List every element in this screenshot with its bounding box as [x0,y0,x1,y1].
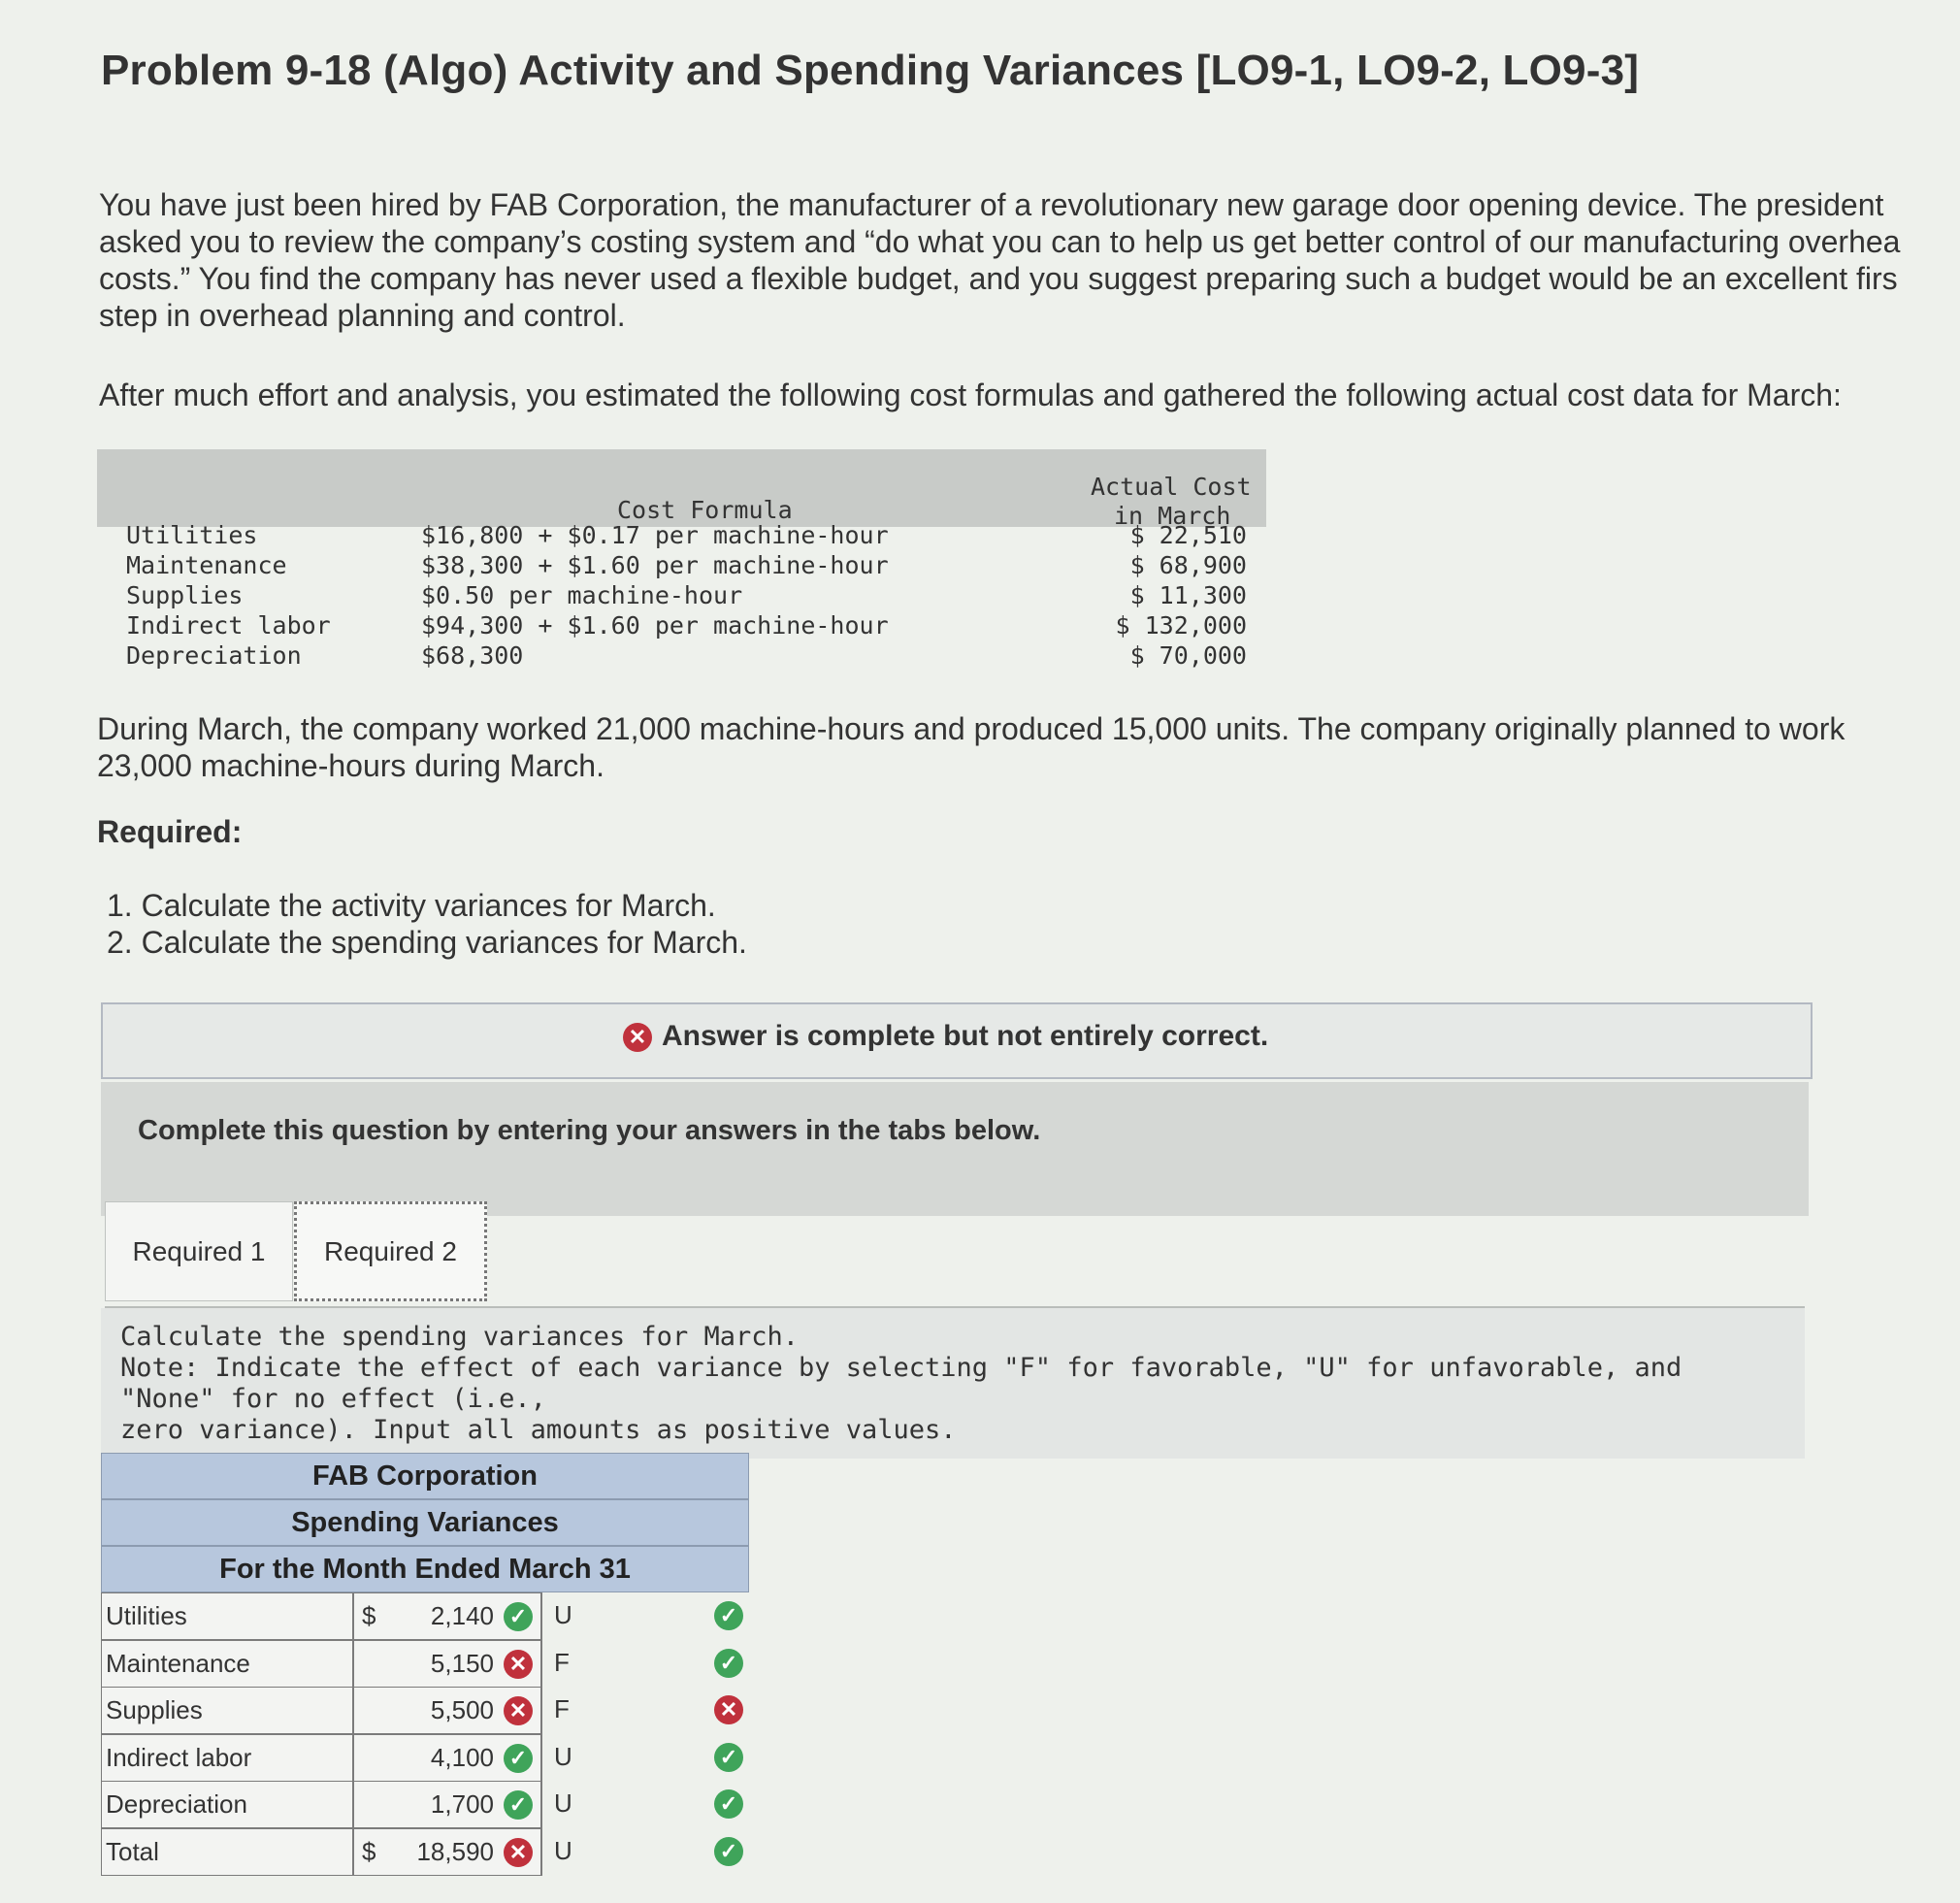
effect-value: F [554,1694,570,1723]
cost-row-supplies [97,581,1266,611]
cost-formula-table [97,449,1266,688]
answer-status-banner [101,1002,1813,1079]
page-title: Problem 9-18 (Algo) Activity and Spending Variances [LO9-1, LO9-2, LO9-3] [101,47,1640,94]
banner-text: Answer is complete but not entirely correct. [662,1020,1269,1052]
error-icon: ✕ [623,1023,652,1052]
variance-amount: 5,150 [430,1648,494,1678]
panel-text [120,1322,1780,1446]
effect-value: U [554,1788,572,1818]
instructions-text: Complete this question by entering your answers in the tabs below. [138,1115,1041,1146]
instructions-bar [101,1082,1809,1216]
check-icon: ✓ [504,1744,533,1773]
check-icon: ✓ [714,1743,743,1772]
cost-formula: $16,800 + $0.17 per machine-hour [421,521,889,549]
cost-formula: $68,300 [421,641,524,670]
variance-amount: 5,500 [430,1695,494,1724]
check-icon: ✓ [504,1602,533,1631]
march-line: During March, the company worked 21,000 machine-hours and produced 15,000 units. The company originally planned to work [97,711,1846,746]
table-period: For the Month Ended March 31 [101,1546,749,1592]
dollar-sign: $ [362,1836,376,1866]
intro-paragraph [99,186,1952,334]
variance-amount-input[interactable] [353,1687,541,1734]
effect-select[interactable] [541,1828,749,1876]
variance-label: Indirect labor [101,1734,353,1782]
table-row [101,1781,749,1828]
table-company: FAB Corporation [101,1453,749,1499]
effect-select[interactable] [541,1781,749,1828]
banner-message [623,1020,1268,1053]
variance-amount-input[interactable] [353,1828,541,1876]
required-item: 1. Calculate the activity variances for March. [107,888,716,923]
table-row [101,1687,749,1734]
cost-row-depreciation [97,641,1266,672]
table-row [101,1640,749,1688]
effect-select[interactable] [541,1640,749,1688]
required-list [107,887,747,961]
required-heading: Required: [97,814,243,849]
intro-line: You have just been hired by FAB Corporation, the manufacturer of a revolutionary new garage door opening device. The president [99,187,1884,222]
table-row [101,1734,749,1782]
cost-label: Utilities [126,521,258,549]
check-icon: ✓ [714,1789,743,1819]
check-icon: ✓ [714,1837,743,1866]
panel-line: zero variance). Input all amounts as positive values. [120,1415,957,1445]
variance-label: Depreciation [101,1781,353,1828]
variance-amount-input[interactable] [353,1640,541,1688]
cross-icon: ✕ [504,1650,533,1679]
actual-cost: $ 70,000 [1129,641,1247,670]
march-line: 23,000 machine-hours during March. [97,748,604,783]
header-actual-cost: Actual Cost [1091,473,1252,501]
march-paragraph [97,710,1950,784]
cost-label: Depreciation [126,641,302,670]
tab-required-2[interactable]: Required 2 [294,1201,487,1301]
actual-cost: $ 22,510 [1129,521,1247,549]
effect-value: F [554,1647,570,1677]
variance-label: Utilities [101,1592,353,1640]
intro-line: step in overhead planning and control. [99,298,626,333]
dollar-sign: $ [362,1601,376,1630]
variance-amount: 18,590 [416,1836,494,1866]
effect-value: U [554,1835,572,1865]
intro-line: costs.” You find the company has never used a flexible budget, and you suggest preparing such a budget would be an excellent firs [99,261,1898,296]
table-row [101,1828,749,1876]
variance-amount-input[interactable] [353,1734,541,1782]
variance-label: Total [101,1828,353,1876]
cost-formula: $94,300 + $1.60 per machine-hour [421,611,889,640]
cross-icon: ✕ [714,1695,743,1724]
cost-formula: $0.50 per machine-hour [421,581,743,609]
cross-icon: ✕ [504,1696,533,1725]
header-cost-formula: Cost Formula [617,496,793,524]
cross-icon: ✕ [504,1838,533,1867]
cost-row-maintenance [97,551,1266,581]
effect-select[interactable] [541,1734,749,1782]
cost-label: Supplies [126,581,244,609]
effect-value: U [554,1741,572,1771]
check-icon: ✓ [714,1601,743,1630]
header-in-march: in March [1114,502,1231,530]
effect-value: U [554,1600,572,1629]
actual-cost: $ 132,000 [1115,611,1247,640]
actual-cost: $ 11,300 [1129,581,1247,609]
variance-amount: 1,700 [430,1789,494,1819]
question-panel [101,1308,1805,1459]
cost-label: Maintenance [126,551,287,579]
cost-formula: $38,300 + $1.60 per machine-hour [421,551,889,579]
check-icon: ✓ [714,1649,743,1678]
panel-line: Calculate the spending variances for March. [120,1322,799,1352]
cost-label: Indirect labor [126,611,331,640]
variance-amount: 2,140 [430,1601,494,1630]
check-icon: ✓ [504,1790,533,1820]
tab-required-1[interactable]: Required 1 [105,1201,293,1301]
actual-cost: $ 68,900 [1129,551,1247,579]
analysis-text: After much effort and analysis, you estimated the following cost formulas and gathered the following actual cost data for March: [99,377,1842,412]
variance-amount-input[interactable] [353,1592,541,1640]
required-item: 2. Calculate the spending variances for March. [107,925,747,960]
intro-line: asked you to review the company’s costing system and “do what you can to help us get better control of our manufacturing overhea [99,224,1901,259]
cost-row-utilities [97,521,1266,551]
variance-label: Maintenance [101,1640,353,1688]
table-row [101,1592,749,1640]
variance-label: Supplies [101,1687,353,1734]
effect-select[interactable] [541,1687,749,1734]
table-report-name: Spending Variances [101,1499,749,1546]
variance-amount-input[interactable] [353,1781,541,1828]
cost-table-header [97,449,1266,530]
panel-line: Note: Indicate the effect of each variance by selecting "F" for favorable, "U" for unfavorable, and "None" for no effect (i.e., [120,1353,1682,1414]
effect-select[interactable] [541,1592,749,1640]
cost-row-indirect-labor [97,611,1266,641]
variance-amount: 4,100 [430,1742,494,1772]
